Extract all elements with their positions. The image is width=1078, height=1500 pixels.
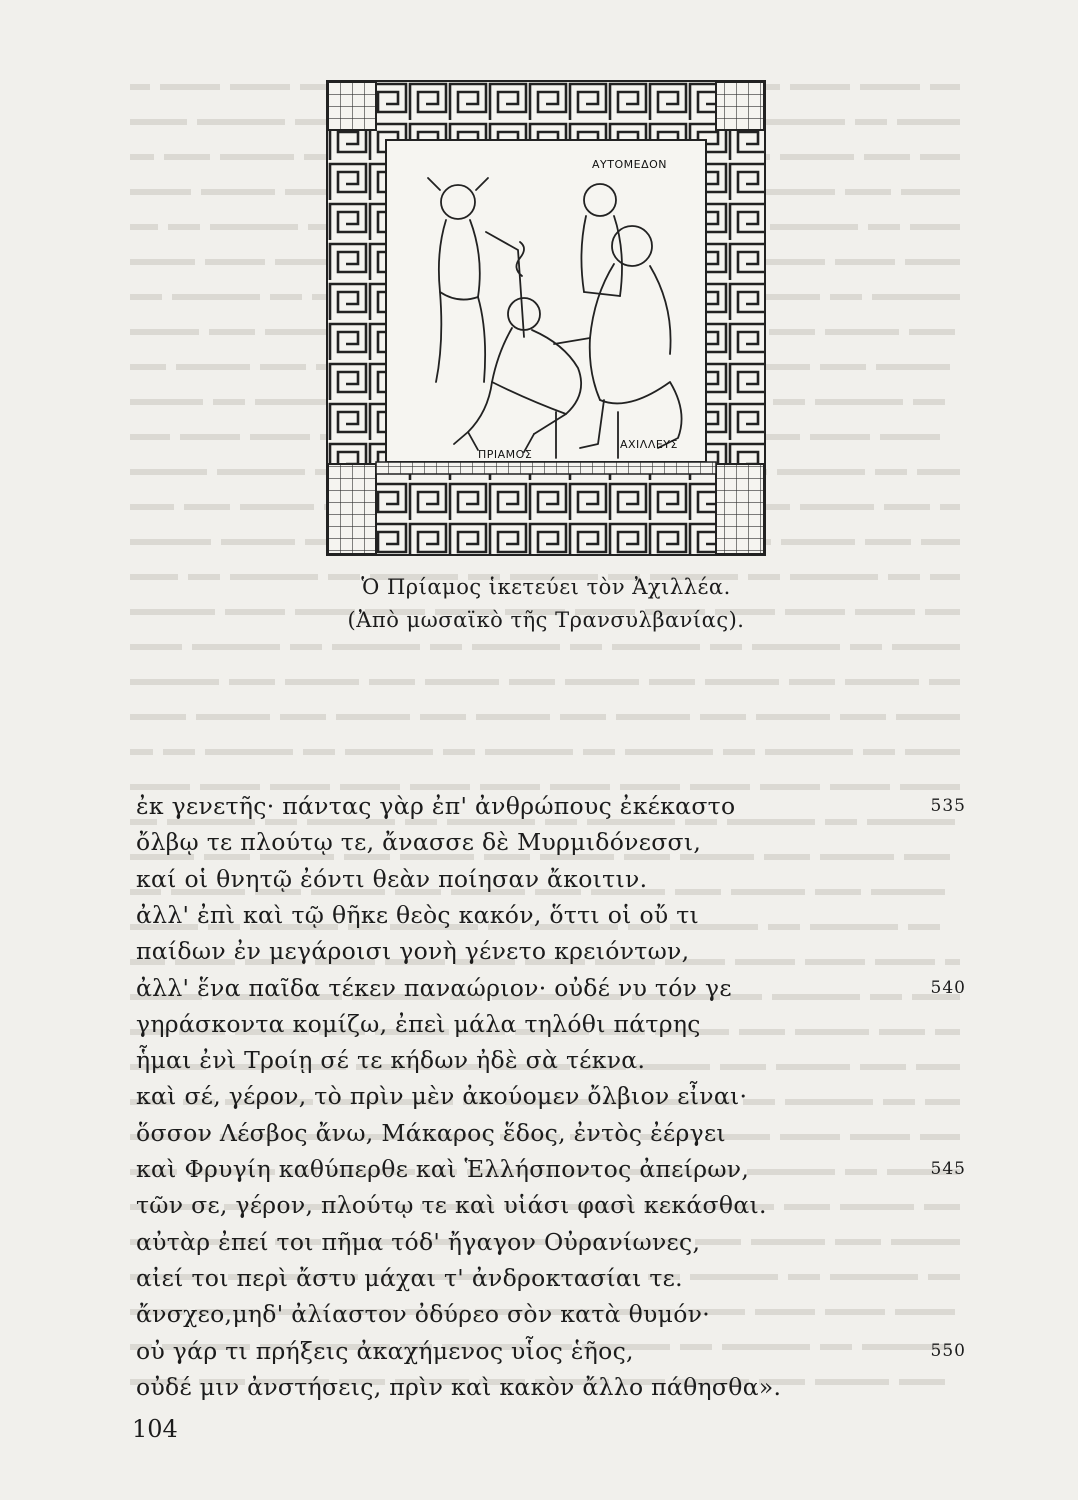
show-through-bar [769,329,815,335]
show-through-bar [340,784,400,790]
verse-line [136,1119,966,1155]
corner-block [328,82,376,130]
mosaic-drawing [328,82,764,554]
verse-text: ἀλλ' ἐπὶ καὶ τῷ θῆκε θεὸς κακόν, ὅττι οἱ οὔ τι [136,900,700,929]
show-through-bar [810,434,870,440]
show-through-bar [780,154,854,160]
show-through-bar [168,224,200,230]
show-through-bar [290,644,322,650]
show-through-bar [130,224,158,230]
show-through-bar [897,119,960,125]
show-through-bar [303,749,335,755]
show-through-bar [888,574,920,580]
mosaic-illustration [326,80,766,556]
show-through-bar [815,399,903,405]
show-through-bar [550,784,610,790]
show-through-bar [756,714,830,720]
label-automedon: ΑΥΤΟΜΕΔΟΝ [592,158,667,171]
verse-line [136,901,966,937]
show-through-bar [230,84,290,90]
line-number: 545 [930,1159,966,1179]
verse-text: ὄλβῳ τε πλούτῳ τε, ἄνασσε δὲ Μυρμιδόνεσσι, [136,828,702,857]
show-through-bar [896,714,960,720]
verse-line [136,792,966,828]
verse-text: ἄνσχεο,μηδ' ἀλίαστον ὀδύρεο σὸν κατὰ θυμόν· [136,1300,710,1329]
corner-block [328,464,376,554]
show-through-bar [930,84,960,90]
show-through-bar [940,504,960,510]
verse-line [136,828,966,864]
verse-line [136,1191,966,1227]
show-through-bar [865,539,911,545]
show-through-bar [835,259,895,265]
show-through-bar [765,259,825,265]
show-through-bar [864,154,910,160]
show-through-bar [197,119,285,125]
scene-panel [386,140,706,462]
show-through-bar [230,574,318,580]
show-through-bar [130,119,187,125]
show-through-bar [875,469,907,475]
label-achilleus: ΑΧΙΛΛΕΥΣ [620,438,678,451]
show-through-bar [825,329,899,335]
show-through-bar [130,574,178,580]
show-through-bar [225,609,285,615]
show-through-bar [705,679,779,685]
show-through-bar [295,119,327,125]
show-through-bar [130,364,166,370]
show-through-bar [789,679,835,685]
show-through-bar [209,329,255,335]
verse-text: αὐτὰρ ἐπεί τοι πῆμα τόδ' ἤγαγον Οὐρανίωνες, [136,1227,701,1256]
verse-text: ὅσσον Λέσβος ἄνω, Μάκαρος ἕδος, ἐντὸς ἐέργει [136,1118,726,1147]
line-number: 550 [930,1340,966,1361]
verse-line [136,1300,966,1336]
show-through-bar [213,399,245,405]
corner-block [716,82,764,130]
show-through-bar [892,644,960,650]
verse-text: ἀλλ' ἕνα παῖδα τέκεν παναώριον· οὐδέ νυ τόν γε [136,973,732,1002]
show-through-bar [130,399,203,405]
show-through-bar [868,224,900,230]
verse-text: καὶ σέ, γέρον, τὸ πρὶν μὲν ἀκούομεν ὄλβιον εἶναι· [136,1082,748,1111]
show-through-bar [260,364,306,370]
show-through-bar [723,749,755,755]
show-through-bar [612,644,700,650]
show-through-bar [917,469,960,475]
show-through-bar [480,784,540,790]
show-through-bar [929,679,960,685]
show-through-bar [163,749,195,755]
show-through-bar [205,259,265,265]
show-through-bar [855,609,915,615]
show-through-bar [930,574,960,580]
show-through-bar [509,679,555,685]
show-through-bar [217,469,305,475]
verse-line [136,1010,966,1046]
line-number: 540 [930,977,966,998]
show-through-bar [905,749,960,755]
show-through-bar [130,434,170,440]
verse-text: τῶν σε, γέρον, πλούτῳ τε καὶ υἱάσι φασὶ κεκάσθαι. [136,1191,767,1220]
show-through-bar [200,784,260,790]
show-through-bar [410,784,470,790]
show-through-bar [880,434,940,440]
verse-line [136,865,966,901]
verse-line [136,1155,966,1191]
show-through-bar [757,119,845,125]
show-through-bar [369,679,415,685]
verse-line [136,1046,966,1082]
show-through-bar [130,504,174,510]
page-number: 104 [132,1415,178,1443]
show-through-bar [570,644,602,650]
show-through-bar [472,644,560,650]
show-through-bar [130,679,219,685]
label-priamos: ΠΡΙΑΜΟΣ [478,448,533,461]
show-through-bar [285,679,359,685]
show-through-bar [752,644,840,650]
show-through-bar [790,574,878,580]
show-through-bar [860,84,920,90]
show-through-bar [777,469,865,475]
show-through-bar [700,714,746,720]
figure-caption: Ὁ Πρίαμος ἱκετεύει τὸν Ἀχιλλέα. [361,575,731,599]
show-through-bar [130,714,186,720]
verse-line [136,1373,966,1409]
show-through-bar [884,504,930,510]
show-through-bar [205,749,293,755]
show-through-bar [130,539,211,545]
show-through-bar [270,294,302,300]
show-through-bar [872,294,960,300]
show-through-bar [845,679,919,685]
show-through-bar [616,714,690,720]
show-through-bar [130,609,215,615]
verse-line [136,1337,966,1373]
verse-line [136,937,966,973]
show-through-bar [229,679,275,685]
show-through-bar [781,539,855,545]
verse-text: οὐδέ μιν ἀνστήσεις, πρὶν καὶ κακὸν ἄλλο πάθησθα». [136,1372,782,1401]
show-through-bar [900,784,960,790]
show-through-bar [160,84,220,90]
show-through-bar [855,119,887,125]
show-through-bar [790,84,850,90]
verse-text: γηράσκοντα κομίζω, ἐπεὶ μάλα τηλόθι πάτρης [136,1009,701,1038]
show-through-bar [761,189,835,195]
show-through-bar [430,644,462,650]
show-through-bar [910,224,960,230]
show-through-bar [773,399,805,405]
show-through-bar [583,749,615,755]
show-through-bar [130,294,162,300]
show-through-bar [850,644,882,650]
floor-strip [376,462,716,474]
figure-caption-source: (Ἀπὸ μωσαϊκὸ τῆς Τρανσυλβανίας). [347,608,745,632]
show-through-bar [625,749,713,755]
show-through-bar [172,294,260,300]
show-through-bar [220,154,294,160]
show-through-bar [176,364,250,370]
show-through-bar [820,364,866,370]
show-through-bar [164,154,210,160]
show-through-bar [565,679,639,685]
show-through-bar [180,434,240,440]
show-through-bar [560,714,606,720]
show-through-bar [840,714,886,720]
verse-line [136,1264,966,1300]
show-through-bar [285,189,331,195]
verse-text: καὶ Φρυγίη καθύπερθε καὶ Ἑλλήσποντος ἀπείρων, [136,1155,750,1183]
show-through-bar [192,644,280,650]
show-through-bar [130,84,150,90]
show-through-bar [240,504,314,510]
verse-line [136,1228,966,1264]
show-through-bar [336,714,410,720]
show-through-bar [765,749,853,755]
show-through-bar [130,329,199,335]
show-through-bar [863,749,895,755]
corner-block [716,464,764,554]
show-through-bar [909,329,955,335]
show-through-bar [785,609,845,615]
show-through-bar [690,784,750,790]
show-through-bar [921,539,960,545]
show-through-bar [210,224,298,230]
show-through-bar [221,539,295,545]
verse-line [136,974,966,1010]
show-through-bar [280,714,326,720]
show-through-bar [485,749,573,755]
show-through-bar [925,609,960,615]
show-through-bar [130,189,191,195]
show-through-bar [920,154,960,160]
show-through-bar [130,644,182,650]
show-through-bar [130,749,153,755]
show-through-bar [830,294,862,300]
show-through-bar [130,784,190,790]
show-through-bar [130,469,207,475]
show-through-bar [710,644,742,650]
show-through-bar [201,189,275,195]
verse-text: αἰεί τοι περὶ ἄστυ μάχαι τ' ἀνδροκτασίαι τε. [136,1263,683,1292]
show-through-bar [905,259,960,265]
show-through-bar [770,224,858,230]
show-through-bar [250,434,310,440]
show-through-bar [130,154,154,160]
verse-text: ἐκ γενετῆς· πάντας γὰρ ἐπ' ἀνθρώπους ἐκέκαστο [136,792,736,820]
show-through-bar [845,189,891,195]
show-through-bar [270,784,330,790]
show-through-bar [800,504,874,510]
verse-text: παίδων ἐν μεγάροισι γονὴ γένετο κρειόντων, [136,937,690,966]
show-through-bar [830,784,890,790]
verse-line [136,1082,966,1118]
line-number: 535 [930,796,966,816]
show-through-bar [184,504,230,510]
show-through-bar [332,644,420,650]
show-through-bar [649,679,695,685]
show-through-bar [913,399,945,405]
show-through-bar [130,259,195,265]
show-through-bar [345,749,433,755]
show-through-bar [196,714,270,720]
show-through-bar [476,714,550,720]
show-through-bar [420,714,466,720]
show-through-bar [901,189,960,195]
verse-text: καί οἱ θνητῷ ἐόντι θεὰν ποίησαν ἄκοιτιν. [136,864,648,893]
show-through-bar [443,749,475,755]
show-through-bar [425,679,499,685]
show-through-bar [876,364,950,370]
show-through-bar [620,784,680,790]
show-through-bar [188,574,220,580]
verse-text: ἧμαι ἐνὶ Τροίῃ σέ τε κήδων ἠδὲ σὰ τέκνα. [136,1046,646,1075]
verse-text: οὐ γάρ τι πρήξεις ἀκαχήμενος υἷος ἑῆος, [136,1336,634,1365]
show-through-bar [760,784,820,790]
